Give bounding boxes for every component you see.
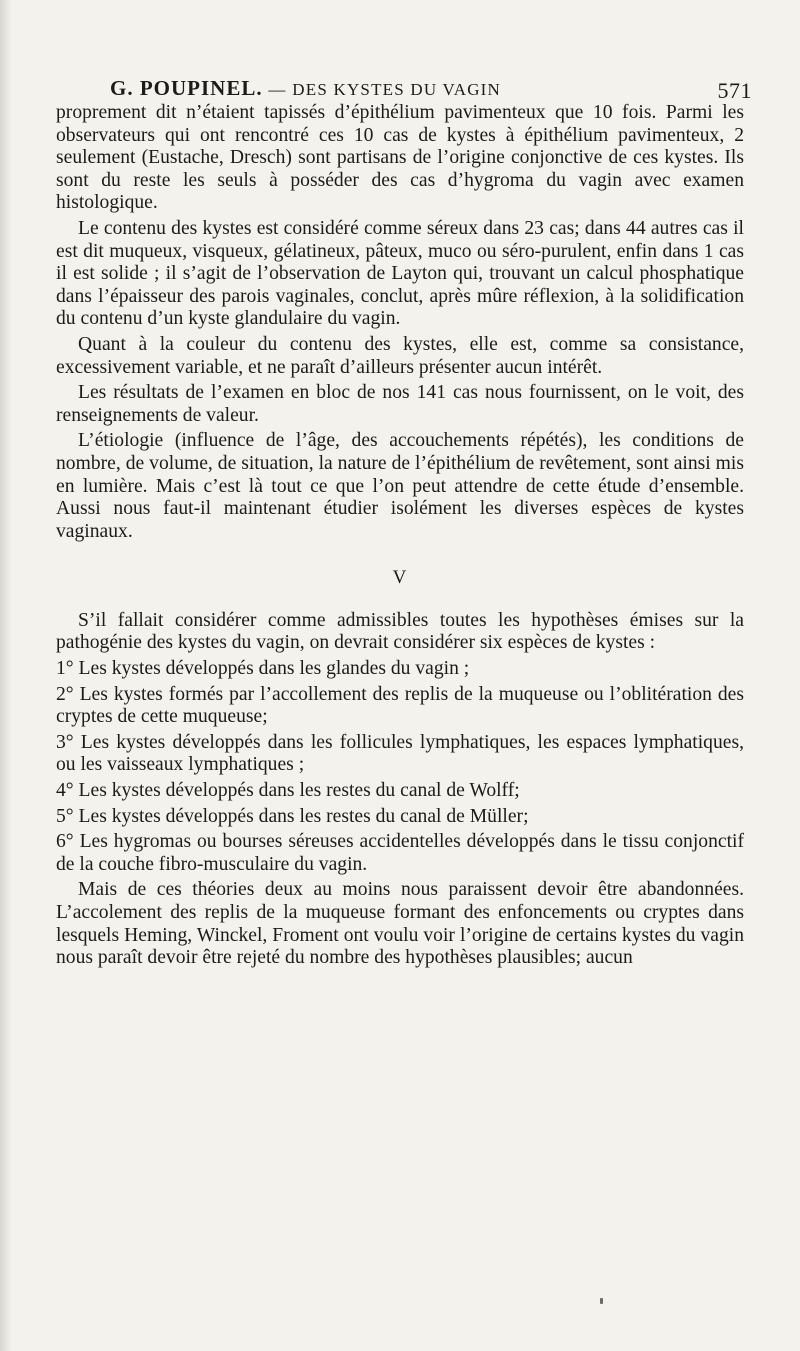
ink-speck — [600, 1298, 603, 1304]
running-head — [110, 76, 750, 104]
paragraph-continued: proprement dit n’étaient tapissés d’épithélium pavimenteux que 10 fois. Parmi les observateurs qui ont rencontré ces 10 cas de kystes à épithélium pavimenteux, 2 seulement (Eustache, Dresch) sont partisans de l’origine conjonctive de ces kystes. Ils sont du reste les seuls à posséder des cas d’hygroma du vagin avec examen histologique. — [56, 102, 744, 214]
list-item-2: 2° Les kystes formés par l’accollement des replis de la muqueuse ou l’oblitération des cryptes de cette muqueuse; — [56, 683, 744, 728]
paragraph-resultats: Les résultats de l’examen en bloc de nos 141 cas nous fournissent, on le voit, des renseignements de valeur. — [56, 382, 744, 426]
paragraph-etiologie: L’étiologie (influence de l’âge, des accouchements répétés), les conditions de nombre, de volume, de situation, la nature de l’épithélium de revêtement, sont ainsi mis en lumière. Mais c’est là tout ce que l’on peut attendre de cette étude d’ensemble. Aussi nous faut-il maintenant étudier isolément les diverses espèces de kystes vaginaux. — [56, 430, 744, 542]
paragraph-hypotheses: S’il fallait considérer comme admissibles toutes les hypothèses émises sur la pathogénie des kystes du vagin, on devrait considérer six espèces de kystes : — [56, 609, 744, 654]
binding-shadow — [0, 0, 12, 1351]
paragraph-couleur: Quant à la couleur du contenu des kystes, elle est, comme sa consistance, excessivement variable, et ne paraît d’ailleurs présenter aucun intérêt. — [56, 333, 744, 378]
list-item-6: 6° Les hygromas ou bourses séreuses accidentelles développés dans le tissu conjonctif de la couche fibro-musculaire du vagin. — [56, 831, 744, 875]
paragraph-theories: Mais de ces théories deux au moins nous paraissent devoir être abandonnées. L’accolement des replis de la muqueuse formant des enfoncements ou cryptes dans lesquels Heming, Winckel, Froment ont voulu voir l’origine de certains kystes du vagin nous paraît devoir être rejeté du nombre des hypothèses plausibles; aucun — [56, 879, 744, 969]
section-heading-v: V — [392, 567, 408, 589]
list-item-5: 5° Les kystes développés dans les restes du canal de Müller; — [56, 805, 529, 827]
header-author: G. POUPINEL. — [110, 76, 263, 100]
header-dash: — — [268, 80, 287, 99]
paragraph-contenu: Le contenu des kystes est considéré comme séreux dans 23 cas; dans 44 autres cas il est dit muqueux, visqueux, gélatineux, pâteux, muco ou séro-purulent, enfin dans 1 cas il est solide ; il s’agit de l’observation de Layton qui, trouvant un calcul phosphatique dans l’épaisseur des parois vaginales, conclut, après mûre réflexion, à la solidification du contenu d’un kyste glandulaire du vagin. — [56, 217, 744, 330]
list-item-4: 4° Les kystes développés dans les restes du canal de Wolff; — [56, 780, 520, 802]
list-item-1: 1° Les kystes développés dans les glandes du vagin ; — [56, 658, 470, 680]
header-title: DES KYSTES DU VAGIN — [292, 80, 502, 99]
list-item-3: 3° Les kystes développés dans les follicules lymphatiques, les espaces lymphatiques, ou les vaisseaux lymphatiques ; — [56, 731, 744, 776]
page-number: 571 — [717, 78, 752, 103]
body-text — [56, 102, 744, 970]
